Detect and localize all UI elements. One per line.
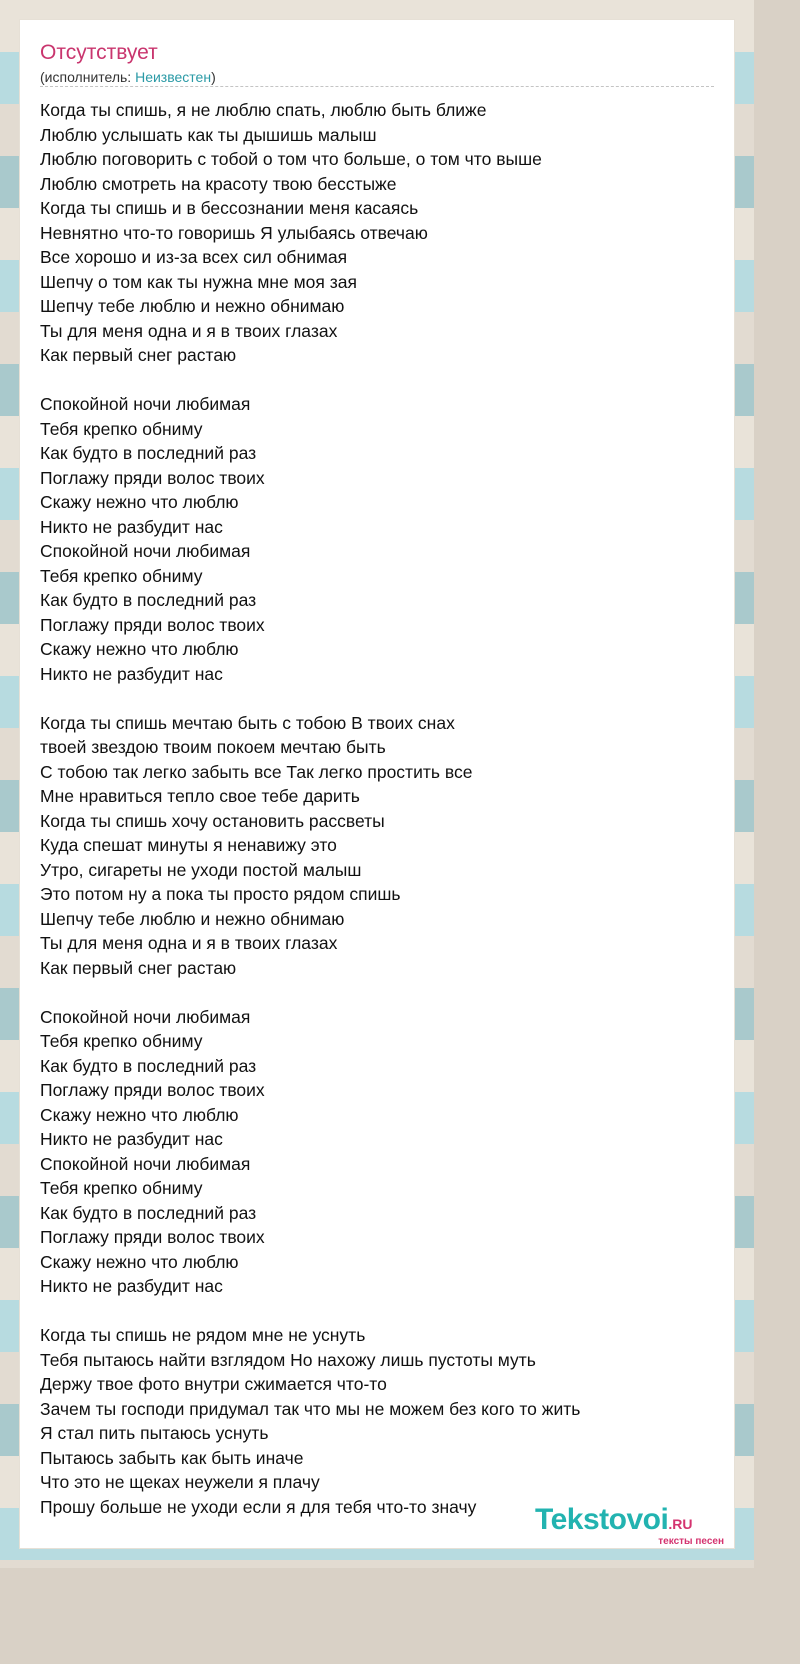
lyric-line: Никто не разбудит нас — [40, 663, 223, 684]
lyric-line: Никто не разбудит нас — [40, 1129, 223, 1149]
lyric-line: Что это не щеках неужели я плачу — [40, 1472, 320, 1492]
lyric-line: Куда спешат минуты я ненавижу это — [40, 835, 337, 855]
performer-link[interactable]: Неизвестен — [135, 69, 212, 85]
lyric-line: Люблю поговорить с тобой о том что больше, о том что выше — [40, 149, 542, 169]
lyric-line: С тобою так легко забыть все Так легко простить все — [40, 761, 473, 782]
lyric-line: Люблю смотреть на красоту твою бесстыже — [40, 173, 397, 194]
logo-tagline: тексты песен — [658, 1536, 724, 1547]
lyric-line: Как будто в последний раз — [40, 590, 257, 610]
lyric-line: Ты для меня одна и я в твоих глазах — [40, 320, 338, 341]
logo-suffix: .RU — [668, 1516, 693, 1532]
lyric-line: Поглажу пряди волос твоих — [40, 467, 265, 488]
song-title: Отсутствует — [40, 41, 158, 64]
lyric-line: Как первый снег растаю — [40, 345, 237, 365]
lyric-line: Утро, сигареты не уходи постой малыш — [40, 859, 362, 880]
performer-suffix: ) — [211, 69, 216, 85]
lyric-line: Когда ты спишь не рядом мне не уснуть — [40, 1325, 366, 1345]
lyric-line: Тебя крепко обниму — [40, 565, 203, 586]
lyric-line: Никто не разбудит нас — [40, 516, 223, 537]
lyric-line: Поглажу пряди волос твоих — [40, 614, 265, 635]
performer-line — [40, 68, 714, 86]
lyric-line: Невнятно что-то говоришь Я улыбаясь отвечаю — [40, 222, 428, 243]
header-divider — [40, 86, 714, 87]
lyric-line: Никто не разбудит нас — [40, 1276, 223, 1296]
lyric-line: Как будто в последний раз — [40, 1055, 257, 1076]
lyric-line: Скажу нежно что люблю — [40, 639, 239, 659]
lyric-line — [40, 980, 724, 1005]
lyric-line: Ты для меня одна и я в твоих глазах — [40, 933, 338, 953]
lyric-line: Скажу нежно что люблю — [40, 1104, 239, 1125]
lyric-line: Тебя крепко обниму — [40, 1031, 203, 1051]
lyrics-card — [20, 20, 734, 1548]
lyric-line: Когда ты спишь хочу остановить рассветы — [40, 810, 385, 831]
lyric-line: Шепчу тебе люблю и нежно обнимаю — [40, 908, 345, 929]
logo-name: Tekstovoi — [535, 1503, 669, 1536]
lyric-line: твоей звездою твоим покоем мечтаю быть — [40, 737, 386, 757]
site-logo[interactable] — [535, 1503, 730, 1547]
lyric-line: Когда ты спишь и в бессознании меня касаясь — [40, 198, 419, 218]
lyric-line: Шепчу тебе люблю и нежно обнимаю — [40, 296, 345, 316]
lyric-line: Поглажу пряди волос твоих — [40, 1080, 265, 1100]
lyric-line: Как будто в последний раз — [40, 1202, 257, 1223]
lyrics-text — [40, 98, 724, 1519]
lyric-line: Тебя пытаюсь найти взглядом Но нахожу лишь пустоты муть — [40, 1349, 536, 1370]
lyric-line: Все хорошо и из-за всех сил обнимая — [40, 247, 348, 267]
lyric-line — [40, 368, 724, 393]
lyric-line: Зачем ты господи придумал так что мы не можем без кого то жить — [40, 1398, 581, 1419]
lyric-line: Когда ты спишь, я не люблю спать, люблю быть ближе — [40, 100, 487, 120]
lyric-line: Шепчу о том как ты нужна мне моя зая — [40, 271, 357, 292]
lyric-line: Люблю услышать как ты дышишь малыш — [40, 124, 377, 145]
lyric-line: Я стал пить пытаюсь уснуть — [40, 1423, 269, 1443]
lyric-line: Это потом ну а пока ты просто рядом спишь — [40, 884, 401, 904]
lyric-line: Спокойной ночи любимая — [40, 394, 251, 414]
lyric-line: Поглажу пряди волос твоих — [40, 1227, 265, 1247]
lyric-line: Тебя крепко обниму — [40, 1178, 203, 1198]
lyric-line: Скажу нежно что люблю — [40, 1251, 239, 1272]
lyric-line: Когда ты спишь мечтаю быть с тобою В твоих снах — [40, 712, 455, 733]
lyric-line: Мне нравиться тепло свое тебе дарить — [40, 786, 360, 806]
lyric-line: Прошу больше не уходи если я для тебя что-то значу — [40, 1496, 477, 1517]
lyric-line — [40, 1299, 724, 1324]
lyric-line: Спокойной ночи любимая — [40, 541, 251, 561]
lyric-line: Пытаюсь забыть как быть иначе — [40, 1447, 304, 1468]
lyric-line: Как будто в последний раз — [40, 443, 257, 463]
song-header — [40, 40, 714, 86]
lyric-line — [40, 686, 724, 711]
lyric-line: Как первый снег растаю — [40, 957, 237, 978]
lyric-line: Скажу нежно что люблю — [40, 492, 239, 512]
lyric-line: Держу твое фото внутри сжимается что-то — [40, 1374, 387, 1394]
lyric-line: Спокойной ночи любимая — [40, 1153, 251, 1174]
lyric-line: Спокойной ночи любимая — [40, 1006, 251, 1027]
performer-prefix: (исполнитель: — [40, 69, 136, 85]
lyric-line: Тебя крепко обниму — [40, 418, 203, 439]
